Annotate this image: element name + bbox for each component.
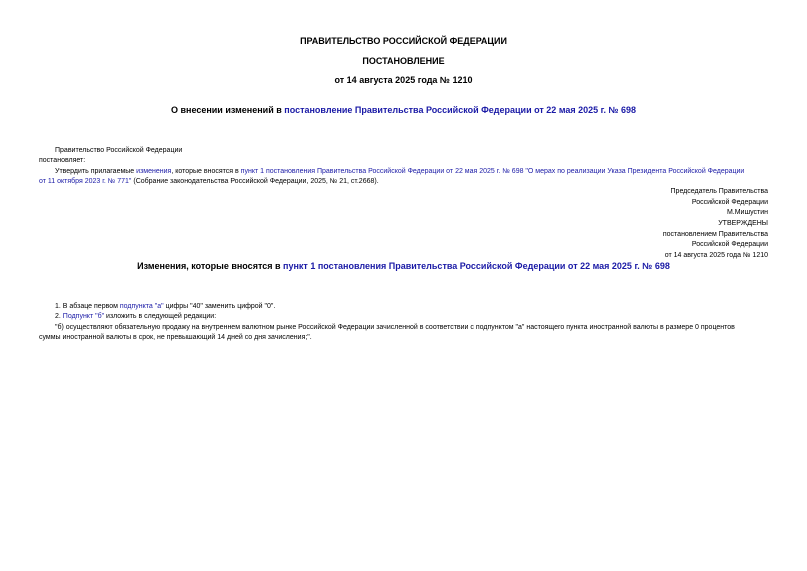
approve-paragraph-line-2: [39, 177, 379, 187]
resolution-link[interactable]: пункт 1 постановления Правительства Российской Федерации от 22 мая 2025 г. № 698 "О мерах по реализации Указа Президента Российской Федерации: [240, 168, 745, 175]
preamble-line-1: Правительство Российской Федерации: [55, 147, 183, 154]
changes-title-link[interactable]: пункт 1 постановления Правительства Российской Федерации от 22 мая 2025 г. № 698: [283, 261, 670, 271]
item-1-text-2: цифры "40" заменить цифрой "0".: [163, 303, 276, 310]
title-link[interactable]: постановление Правительства Российской Федерации от 22 мая 2025 г. № 698: [284, 105, 637, 115]
government-heading: ПРАВИТЕЛЬСТВО РОССИЙСКОЙ ФЕДЕРАЦИИ: [300, 36, 507, 46]
resolution-link-cont[interactable]: от 11 октября 2023 г. № 771": [39, 178, 132, 185]
signature-position-1: Председатель Правительства: [670, 188, 768, 195]
approved-line-1: постановлением Правительства: [662, 231, 768, 238]
item-1-text-1: 1. В абзаце первом: [55, 303, 120, 310]
changes-link[interactable]: изменения: [136, 168, 172, 175]
approve-text-2: , которые вносятся в: [171, 168, 241, 175]
changes-title: [0, 261, 807, 272]
approve-text-1: Утвердить прилагаемые: [55, 168, 137, 175]
changes-title-prefix: Изменения, которые вносятся в: [137, 261, 284, 271]
title-prefix: О внесении изменений в: [170, 105, 285, 115]
quote-line-2: суммы иностранной валюты в срок, не превышающий 14 дней со дня зачисления;".: [39, 334, 312, 341]
document-date-number: от 14 августа 2025 года № 1210: [334, 75, 473, 85]
item-2-text-2: изложить в следующей редакции:: [104, 313, 217, 320]
signature-name: М.Мишустин: [726, 209, 768, 216]
approved-label: УТВЕРЖДЕНЫ: [718, 220, 768, 227]
signature-position-2: Российской Федерации: [691, 199, 768, 206]
approved-line-3: от 14 августа 2025 года № 1210: [664, 252, 768, 259]
item-2-text-1: 2.: [55, 313, 63, 320]
subparagraph-b-link[interactable]: Подпункт "б": [62, 313, 105, 320]
approve-text-3: (Собрание законодательства Российской Федерации, 2025, № 21, ст.2668).: [131, 178, 379, 185]
preamble-line-2: постановляет:: [39, 157, 86, 164]
quote-line-1: "б) осуществляют обязательную продажу на внутреннем валютном рынке Российской Федерации зачисленной в соответствии с подпунктом "а" настоящего пункта иностранной валюты в размере 0 процентов: [55, 324, 735, 331]
document-type: ПОСТАНОВЛЕНИЕ: [362, 56, 445, 66]
approved-line-2: Российской Федерации: [691, 241, 768, 248]
subparagraph-a-link[interactable]: подпункта "а": [119, 303, 164, 310]
document-title: [0, 105, 807, 116]
item-1: [55, 302, 275, 312]
approve-paragraph-line-1: [55, 167, 744, 177]
item-2: [55, 312, 216, 322]
